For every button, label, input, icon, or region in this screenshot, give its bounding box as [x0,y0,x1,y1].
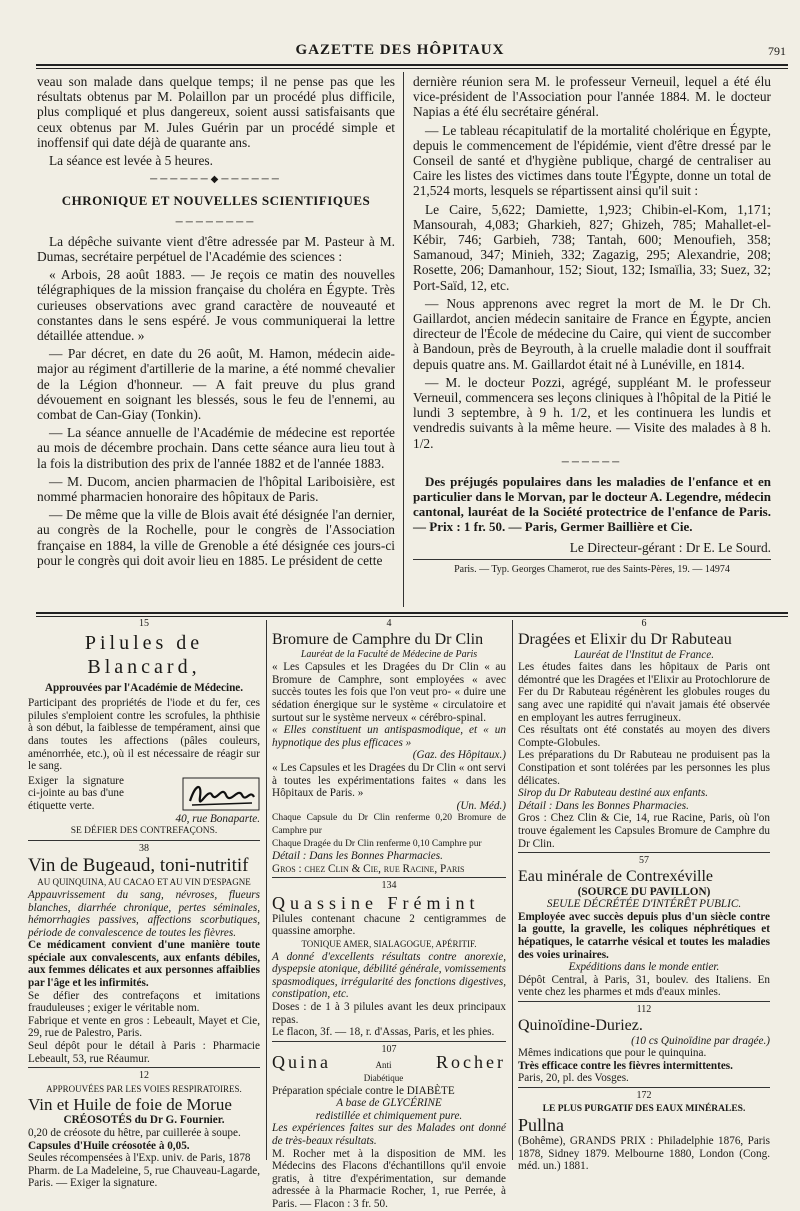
paragraph: La dépêche suivante vient d'être adressée par M. Pasteur à M. Dumas, secrétaire perpétuel de l'Académie des sciences : [37,233,395,265]
advert-title: Dragées et Elixir du Dr Rabuteau [518,630,732,648]
advert-body: Se défier des contrefaçons et imitations frauduleuses ; exiger le véritable nom. [28,989,260,1015]
advert-pullna [518,1090,770,1173]
ornament-divider: ──────◆────── [150,174,282,186]
advert-title: Pilules de Blancard, [84,631,204,678]
advert-number: 38 [139,842,149,854]
advert-number: 172 [636,1090,652,1101]
paragraph: « Arbois, 28 août 1883. — Je reçois ce matin des nouvelles télégraphiques de la mission française du choléra en Égypte. Très curieuses observations avec grand caractère de nouveauté et constantes dans le sens espéré. Je vous communiquerai la lettre détaillée attendue. » [37,267,395,344]
advert-subtitle: TONIQUE AMER, SIALAGOGUE, APÉRITIF. [301,939,477,950]
advert-body: Détail : Dans les Bonnes Pharmacies. [518,799,689,812]
paragraph: dernière réunion sera M. le professeur Verneuil, lequel a été élu vice-président de l'Association pour l'année 1884. M. le docteur Napias a été élu secrétaire général. [413,74,771,120]
printer-line: Paris. — Typ. Georges Chamerot, rue des Saints-Pères, 19. — 14974 [413,559,771,577]
text-column-left [37,74,395,571]
paragraph: — De même que la ville de Blois avait été désignée l'an dernier, au congrès de la Rochelle, pour le congrès de l'Association française en 1884, la ville de Grenoble a été désignée ces jours-ci pour le congrès qui doit avoir lieu en 1885. Le président de cette [37,507,395,568]
advert-subtitle: APPROUVÉES PAR LES VOIES RESPIRATOIRES. [46,1083,242,1094]
advert-number: 107 [381,1043,397,1055]
advert-clin [272,618,506,875]
advert-body: A donné d'excellents résultats contre anorexie, dyspepsie atonique, débilité générale, vomissements spasmodiques, irrégularité des fonctions digestives, constipation, etc. [272,950,506,1001]
advert-body: M. Rocher met à la disposition de MM. les Médecins des Flacons d'échantillons qu'il envoie gratis, à titre d'expérimentation, sur demande adressée à la Pharmacie Rocher, 1, rue Perrée, à Paris. — Flacon : 3 fr. 50. [272,1147,506,1210]
column-divider [403,72,404,607]
paragraph: — M. Ducom, ancien pharmacien de l'hôpital Lariboisière, est nommé pharmacien honoraire des hôpitaux de Paris. [37,473,395,505]
advert-body: Les préparations du Dr Rabuteau ne produisent pas la Constipation et sont tolérées par les personnes les plus délicates. [518,749,770,787]
advert-subtitle: CRÉOSOTÉS du Dr G. Fournier. [63,1114,225,1127]
advert-column-2 [272,618,506,1211]
page-number: 791 [768,44,786,58]
book-notice: Des préjugés populaires dans les maladies de l'enfance et en particulier dans le Morvan, par le docteur A. Legendre, médecin cantonal, lauréat de la Société protectrice de l'enfance de Paris. — Prix : 1 fr. 50. — Paris, Germer Baillière et Cie. [413,474,771,535]
advert-subtitle: Approuvées par l'Académie de Médecine. [44,681,244,694]
advert-body: Mêmes indications que pour le quinquina. [518,1047,707,1060]
advert-rocher [272,1044,506,1211]
advert-body: Les expériences faites sur des Malades ont donné de très-beaux résultats. [272,1122,506,1147]
advert-subtitle: (SOURCE DU PAVILLON) [577,885,711,898]
advert-divider [266,620,267,1160]
advert-body: Expéditions dans le monde entier. [568,961,720,974]
advert-bugeaud [28,843,260,1066]
advert-title: Quassine Frémint [272,892,480,913]
advert-body: Seules récompensées à l'Exp. univ. de Paris, 1878 [28,1152,251,1165]
advert-subtitle: Lauréat de la Faculté de Médecine de Paris [300,648,478,660]
advert-body: Gros : Chez Clin & Cie, 14, rue Racine, Paris, où l'on trouve également les Capsules Bromure de Camphre du Dr Clin. [518,812,770,850]
advert-subtitle: (10 cs Quinoïdine par dragée.) [631,1034,770,1047]
advert-title: Quinoïdine-Duriez. [518,1016,643,1034]
advert-subtitle: Lauréat de l'Institut de France. [573,648,715,661]
advert-duriez [518,1004,770,1085]
advert-subtitle: LE PLUS PURGATIF DES EAUX MINÉRALES. [542,1103,746,1114]
text-column-right [413,74,771,577]
advert-number: 57 [639,855,649,867]
advert-body: Les études faites dans les hôpitaux de Paris ont démontré que les Dragées et l'Elixir au Protochlorure de Fer du Dr Rabuteau régénèrent les globules rouges du sang avec une rapidité qui n'avait jamais été observée en employant les autres ferrugineux. [518,661,770,724]
paragraph: La séance est levée à 5 heures. [49,153,213,169]
advert-rule [36,612,788,617]
advert-body: Pilules contenant chacune 2 centigrammes de quassine amorphe. [272,912,506,938]
advert-body: Paris, 20, pl. des Vosges. [518,1072,629,1085]
advert-body-bold: Capsules d'Huile créosotée à 0,05. [28,1139,190,1152]
signature-note: Exiger la signature ci-jointe au bas d'une étiquette verte. [28,774,124,812]
journal-title: GAZETTE DES HÔPITAUX [295,42,505,58]
advert-body: 0,20 de créosote du hêtre, par cuillerée à soupe. [28,1127,241,1139]
advert-body: redistillée et chimiquement pure. [315,1109,463,1122]
advert-body: « Les Capsules et les Dragées du Dr Clin « ont servi à toutes les expérimentations faites « dans les Hôpitaux de Paris. » [272,761,506,800]
paragraph: — Nous apprenons avec regret la mort de M. le Dr Ch. Gaillardot, ancien médecin sanitaire de France en Égypte, ancien directeur de l'École de médecine du Caire, qui vient de succomber à Bandoun, près de Beyrouth, à la cruelle maladie dont il souffrait depuis quatre ans. M. Gaillardot était né à Lunéville, en 1814. [413,295,771,372]
paragraph: — La séance annuelle de l'Académie de médecine est reportée au mois de décembre prochain. Dans cette séance aura lieu tout à la fois la distribution des prix de l'année 1882 et de l'année 1883. [37,425,395,471]
advert-citation: (Gaz. des Hôpitaux.) [412,749,506,762]
advert-rabuteau [518,618,770,850]
signature-image [182,777,260,811]
advert-body: Chaque Dragée du Dr Clin renferme 0,10 Camphre pur [272,838,482,849]
advert-number: 112 [636,1004,652,1016]
advert-body: « Les Capsules et les Dragées du Dr Clin « au Bromure de Camphre, sont employées « avec succès toutes les fois que l'on veut pro- « duire une sédation énergique sur le système « circulatoire et surtout sur le système nerveux « cérébro-spinal. [272,661,506,724]
header-rule [36,64,788,69]
advert-number: 15 [139,618,149,629]
page-header [0,38,800,64]
advert-title: Vin et Huile de foie de Morue [28,1095,232,1115]
advert-body: Préparation spéciale contre le DIABÈTE [272,1084,455,1097]
advert-number: 134 [381,880,397,892]
advert-body: (Bohême), GRANDS PRIX : Philadelphie 1876, Paris 1878, Sidney 1879. Melbourne 1880, London (Cong. méd. un.) 1881. [518,1135,770,1173]
advert-body: Employée avec succès depuis plus d'un siècle contre la goutte, la gravelle, les coliques néphrétiques et hépatiques, le catarrhe vésical et toutes les maladies des voies urinaires. [518,910,770,961]
advert-column-3 [518,618,770,1173]
advert-body: Chaque Capsule du Dr Clin renferme 0,20 Bromure de Camphre pur [272,813,506,836]
advert-body: Participant des propriétés de l'iode et du fer, ces pilules s'emploient contre les scrofules, la phthisie à son début, la faiblesse de tempérament, ainsi que dans toutes les affections (pâles couleurs, aménorrhée, etc.), où il est nécessaire de réagir sur le sang. [28,697,260,773]
advert-fournier [28,1070,260,1190]
advert-body: Sirop du Dr Rabuteau destiné aux enfants. [518,787,709,800]
paragraph: — Par décret, en date du 26 août, M. Hamon, médecin aide-major au régiment d'artillerie de la marine, a été nommé chevalier de la Légion d'honneur. — A fait preuve du plus grand dévouement en soignant les blessés, sous le feu de l'ennemi, au combat de Can-Giay (Tonkin). [37,346,395,423]
advert-blancard [28,618,260,838]
advert-title: Pullna [518,1115,565,1136]
advert-body: « Elles constituent un antispasmodique, et « un hypnotique des plus efficaces » [272,724,506,749]
advert-number: 6 [641,618,647,629]
advert-body: Gros : chez Clin & Cie, rue Racine, Paris [272,862,465,875]
advert-body: Le flacon, 3f. — 18, r. d'Assas, Paris, et les phies. [272,1026,495,1039]
advert-warning: SE DÉFIER DES CONTREFAÇONS. [70,826,218,837]
advert-body: Ces résultats ont été constatés au moyen des divers Compte-Globules. [518,724,770,749]
advert-address: 40, rue Bonaparte. [175,812,260,825]
advert-body: Appauvrissement du sang, névroses, flueurs blanches, diarrhée chronique, pertes séminales, hémorrhagies passives, affections scorbutiques, période de convalescence de toutes les fièvres. [28,888,260,939]
advert-title: Bromure de Camphre du Dr Clin [272,630,484,648]
paragraph: Le Caire, 5,622; Damiette, 1,923; Chibin-el-Kom, 1,171; Mansourah, 4,083; Gharkieh, 827; Ghizeh, 785; Mahallet-el-Kébir, 746; Garbieh, 738; Tantah, 600; Menoufieh, 358; Samanoud, 347; Minieh, 332; Zagazig, 295; Alexandrie, 208; Rosette, 206; Damanhour, 152; Siout, 132; Ismaïlia, 33; Suez, 32; Port-Saïd, 12, etc. [413,201,771,293]
section-heading: CHRONIQUE ET NOUVELLES SCIENTIFIQUES [61,193,371,209]
advert-title: Rocher [436,1052,506,1073]
gerant-line: Le Directeur-gérant : Dr E. Le Sourd. [569,540,771,556]
paragraph: — M. le docteur Pozzi, agrégé, suppléant M. le professeur Verneuil, commencera ses leçons cliniques à l'hôpital de la Pitié le lundi 3 septembre, à 9 h. 1/2, et les continuera les lundis et vendredis suivants à la même heure. — Visite des malades à 8 h. 1/2. [413,374,771,451]
advert-body: Fabrique et vente en gros : Lebeault, Mayet et Cie, 29, rue de Palestro, Paris. [28,1014,260,1040]
advert-body: Doses : de 1 à 3 pilules avant les deux principaux repas. [272,1001,506,1026]
advert-title: Vin de Bugeaud, toni-nutritif [28,855,249,877]
advert-column-1 [28,618,260,1190]
advert-number: 4 [386,618,392,629]
advert-subtitle: AU QUINQUINA, AU CACAO ET AU VIN D'ESPAGNE [37,877,251,888]
advert-body: Seul dépôt pour le détail à Paris : Pharmacie Lebeault, 53, rue Réaumur. [28,1040,260,1065]
advert-number: 12 [139,1070,149,1082]
advert-body: A base de GLYCÉRINE [336,1097,442,1110]
advert-body-bold: Très efficace contre les fièvres intermittentes. [518,1059,733,1072]
ornament-divider: ────── [561,456,623,468]
advert-body: Détail : Dans les Bonnes Pharmacies. [272,850,443,863]
advert-body: Dépôt Central, à Paris, 31, boulev. des Italiens. En vente chez les pharmes et mds d'eaux minles. [518,973,770,999]
ornament-divider: ──────── [175,216,257,228]
advert-fremint [272,880,506,1039]
advert-title: Quina [272,1052,331,1073]
advert-divider [512,620,513,1160]
advert-body-bold: Ce médicament convient d'une manière toute spéciale aux convalescents, aux enfants débiles, aux femmes délicates et aux personnes affaiblies par l'âge et les infirmités. [28,939,260,990]
paragraph: — Le tableau récapitulatif de la mortalité cholérique en Égypte, depuis le commencement de l'épidémie, vient d'être dressé par le Conseil de santé et d'hygiène publique, chargé de centraliser au Caire les listes des victimes dans toute l'Égypte, donne un total de 21,524 morts, lesquels se répartissent ainsi qu'il suit : [413,122,771,199]
advert-contrexeville [518,855,770,999]
advert-body: Pharm. de La Madeleine, 5, rue Chauveau-Lagarde, Paris. — Exiger la signature. [28,1164,260,1190]
advert-citation: (Un. Méd.) [456,799,506,812]
advert-title: Eau minérale de Contrexéville [518,867,714,885]
advert-subtitle: Anti Diabétique [363,1060,404,1083]
advert-subtitle: SEULE DÉCRÉTÉE D'INTÉRÊT PUBLIC. [546,898,742,911]
paragraph: veau son malade dans quelque temps; il ne pense pas que les résultats obtenus par M. Polaillon par un procédé plus difficile, plus compliqué et plus dangereux, soient aussi satisfaisants que ceux obtenus par M. Jules Guérin par un procédé simple et inoffensif qui date déjà de quarante ans. [37,74,395,150]
